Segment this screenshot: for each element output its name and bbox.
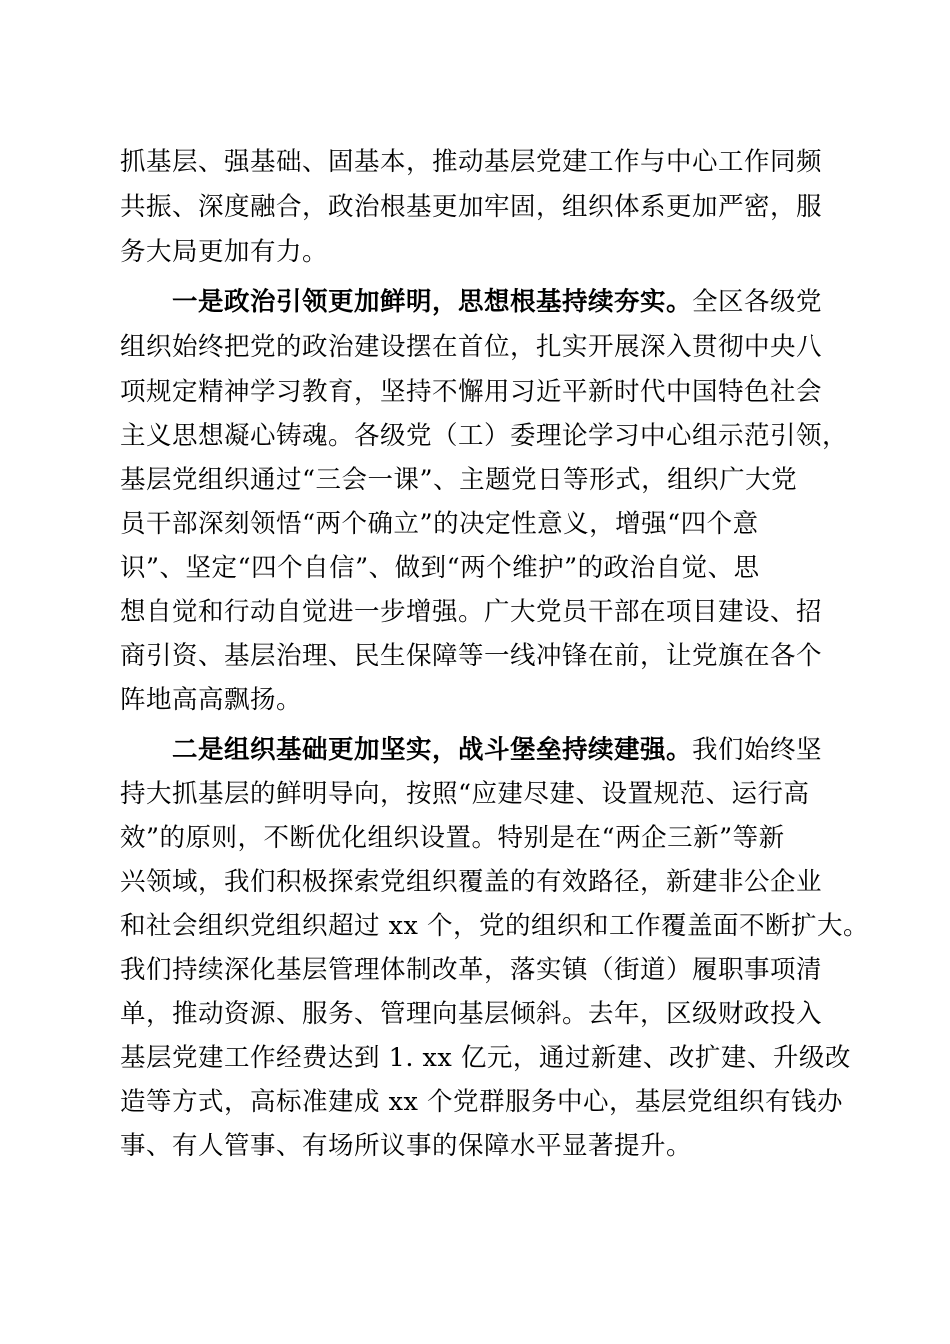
paragraph-line: 兴领域，我们积极探索党组织覆盖的有效路径，新建非公企业 (120, 867, 823, 897)
section2-heading: 二是组织基础更加坚实，战斗堡垒持续建强。 (172, 735, 693, 765)
section2-first-line (172, 728, 822, 772)
paragraph-line: 商引资、基层治理、民生保障等一线冲锋在前，让党旗在各个 (120, 641, 823, 671)
paragraph-line: 主义思想凝心铸魂。各级党（工）委理论学习中心组示范引领， (120, 421, 849, 451)
section2-first-line-rest: 我们始终坚 (692, 735, 823, 765)
paragraph-line: 和社会组织党组织超过 xx 个，党的组织和工作覆盖面不断扩大。 (120, 911, 869, 941)
paragraph-line: 持大抓基层的鲜明导向，按照“应建尽建、设置规范、运行高 (120, 779, 810, 809)
paragraph-line: 组织始终把党的政治建设摆在首位，扎实开展深入贯彻中央八 (120, 332, 823, 362)
section1-first-line-rest: 全区各级党 (692, 287, 823, 317)
section1-heading: 一是政治引领更加鲜明，思想根基持续夯实。 (172, 287, 693, 317)
paragraph-line: 阵地高高飘扬。 (120, 685, 303, 715)
paragraph-line: 识”、坚定“四个自信”、做到“两个维护”的政治自觉、思 (120, 553, 760, 583)
paragraph-line: 效”的原则，不断优化组织设置。特别是在“两企三新”等新 (120, 823, 785, 853)
paragraph-line: 员干部深刻领悟“两个确立”的决定性意义，增强“四个意 (120, 509, 759, 539)
paragraph-line: 想自觉和行动自觉进一步增强。广大党员干部在项目建设、招 (120, 597, 823, 627)
paragraph-line: 造等方式，高标准建成 xx 个党群服务中心，基层党组织有钱办 (120, 1087, 843, 1117)
paragraph-line: 基层党建工作经费达到 1. xx 亿元，通过新建、改扩建、升级改 (120, 1043, 851, 1073)
paragraph-line: 务大局更加有力。 (120, 237, 329, 267)
paragraph-line: 抓基层、强基础、固基本，推动基层党建工作与中心工作同频 (120, 147, 823, 177)
paragraph-line: 事、有人管事、有场所议事的保障水平显著提升。 (120, 1131, 693, 1161)
paragraph-line: 共振、深度融合，政治根基更加牢固，组织体系更加严密，服 (120, 192, 823, 222)
paragraph-line: 单，推动资源、服务、管理向基层倾斜。去年，区级财政投入 (120, 999, 823, 1029)
paragraph-line: 项规定精神学习教育，坚持不懈用习近平新时代中国特色社会 (120, 377, 823, 407)
paragraph-line: 我们持续深化基层管理体制改革，落实镇（街道）履职事项清 (120, 955, 823, 985)
paragraph-line: 基层党组织通过“三会一课”、主题党日等形式，组织广大党 (120, 465, 798, 495)
section1-first-line (172, 280, 822, 324)
